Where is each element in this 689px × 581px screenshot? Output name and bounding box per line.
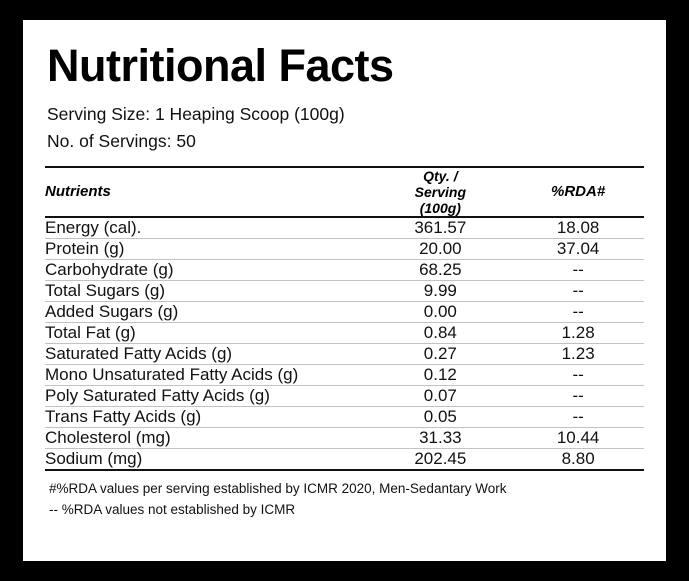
table-row [45,301,644,322]
table-row [45,322,644,343]
table-row [45,238,644,259]
column-header-qty-per-serving [368,168,512,217]
table-row [45,364,644,385]
servings-count-text: No. of Servings: 50 [47,130,196,151]
nutrient-qty: 0.84 [368,322,512,343]
nutrient-rda: -- [512,406,644,427]
nutrition-table [45,168,644,469]
table-row [45,217,644,239]
nutrient-qty: 31.33 [368,427,512,448]
nutrient-qty: 0.00 [368,301,512,322]
nutrient-rda: -- [512,385,644,406]
table-row [45,448,644,469]
nutrient-qty: 202.45 [368,448,512,469]
nutrient-qty: 361.57 [368,217,512,239]
nutrient-name: Added Sugars (g) [45,301,368,322]
nutrient-rda: 10.44 [512,427,644,448]
footnote-dash-meaning: -- %RDA values not established by ICMR [49,502,296,518]
nutrient-name: Protein (g) [45,238,368,259]
nutrient-name: Total Sugars (g) [45,280,368,301]
column-header-qty-line2: Serving [414,183,467,200]
table-row [45,427,644,448]
nutrient-name: Saturated Fatty Acids (g) [45,343,368,364]
nutrient-name: Sodium (mg) [45,448,368,469]
nutrient-rda: 18.08 [512,217,644,239]
nutrient-rda: -- [512,259,644,280]
footnote-rda-source: #%RDA values per serving established by ICMR 2020, Men-Sedantary Work [49,480,507,496]
table-row [45,385,644,406]
nutrient-name: Trans Fatty Acids (g) [45,406,368,427]
table-row [45,406,644,427]
table-header-row [45,168,644,217]
nutrient-rda: 1.23 [512,343,644,364]
nutrient-qty: 68.25 [368,259,512,280]
nutrient-name: Cholesterol (mg) [45,427,368,448]
column-header-qty-line3: (100g) [419,199,461,216]
nutrient-qty: 0.05 [368,406,512,427]
column-header-rda: %RDA# [551,183,606,201]
nutrient-name: Carbohydrate (g) [45,259,368,280]
table-divider-bottom [45,469,644,471]
nutrient-rda: -- [512,364,644,385]
nutrient-name: Poly Saturated Fatty Acids (g) [45,385,368,406]
table-row [45,343,644,364]
nutrient-name: Mono Unsaturated Fatty Acids (g) [45,364,368,385]
nutrient-qty: 0.12 [368,364,512,385]
nutrient-name: Energy (cal). [45,217,368,239]
table-row [45,259,644,280]
nutrient-name: Total Fat (g) [45,322,368,343]
table-row [45,280,644,301]
nutrition-table-body [45,217,644,469]
nutrient-rda: -- [512,280,644,301]
nutrient-qty: 0.27 [368,343,512,364]
nutrient-qty: 9.99 [368,280,512,301]
column-header-qty-line1: Qty. / [423,167,458,184]
nutrient-rda: 8.80 [512,448,644,469]
nutrient-qty: 0.07 [368,385,512,406]
serving-size-text: Serving Size: 1 Heaping Scoop (100g) [47,104,345,125]
nutrient-rda: 1.28 [512,322,644,343]
nutrient-rda: 37.04 [512,238,644,259]
nutrient-qty: 20.00 [368,238,512,259]
nutrition-facts-panel [23,20,666,561]
nutrient-rda: -- [512,301,644,322]
page-title: Nutritional Facts [47,40,394,91]
column-header-nutrients: Nutrients [45,183,111,201]
